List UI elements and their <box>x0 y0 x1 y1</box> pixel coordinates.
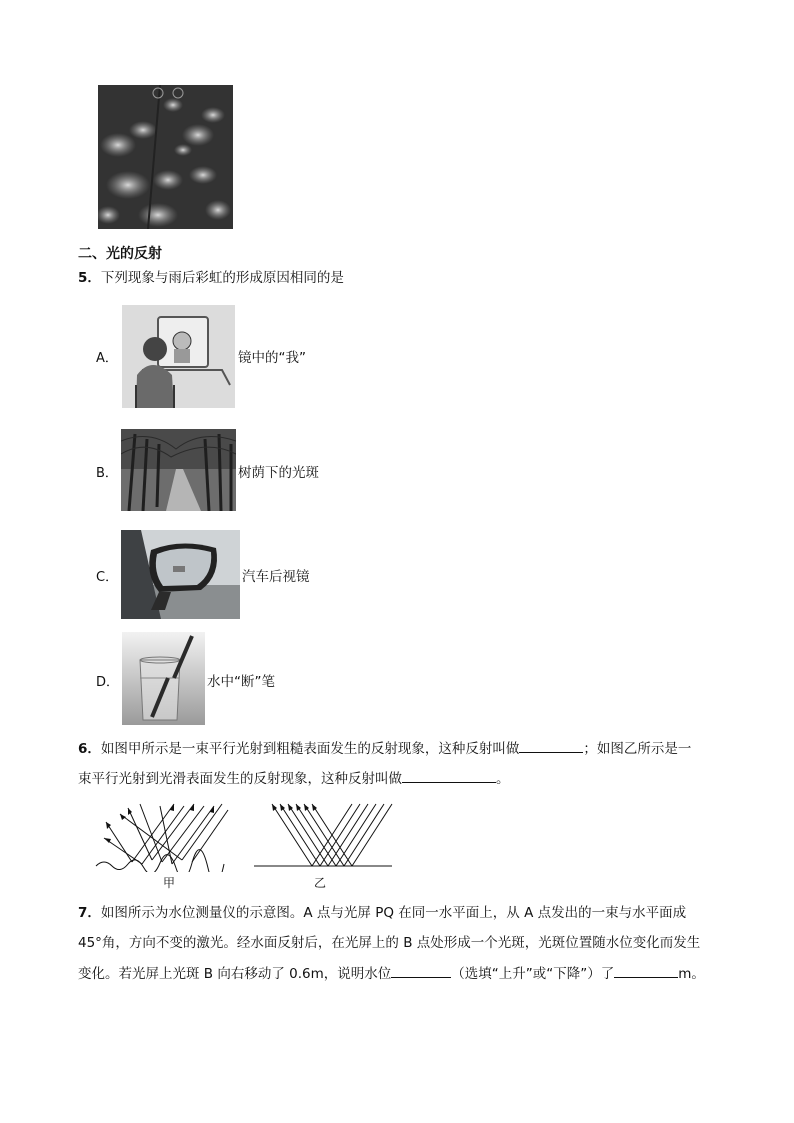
car-mirror-photo <box>121 530 240 619</box>
question-number: 5． <box>78 270 101 286</box>
option-letter-a: A． <box>96 351 118 366</box>
question-7-line-1: 7．如图所示为水位测量仪的示意图。A 点与光屏 PQ 在同一水平面上，从 A 点发出的一束与水平面成 <box>78 905 687 921</box>
diffuse-reflection-diagram <box>94 800 232 872</box>
section-title: 二、光的反射 <box>78 246 162 262</box>
figure-label-jia: 甲 <box>163 876 176 890</box>
question-number: 6． <box>78 741 101 757</box>
specular-reflection-diagram <box>252 800 394 872</box>
light-spots-photo <box>98 85 233 229</box>
answer-blank-4[interactable] <box>614 963 678 978</box>
option-label-b: 树荫下的光斑 <box>238 465 319 481</box>
option-label-a: 镜中的“我” <box>238 350 306 366</box>
option-letter-b: B． <box>96 466 118 481</box>
bent-pencil-photo <box>122 632 205 725</box>
question-6-line-1: 6．如图甲所示是一束平行光射到粗糙表面发生的反射现象，这种反射叫做 ；如图乙所示是一 <box>78 738 691 759</box>
answer-blank-2[interactable] <box>402 768 496 783</box>
option-letter-d: D． <box>96 675 120 690</box>
tree-shade-photo <box>121 429 236 511</box>
question-text: 下列现象与雨后彩虹的形成原因相同的是 <box>100 270 344 286</box>
question-5-stem <box>78 268 344 288</box>
answer-blank-1[interactable] <box>519 738 583 753</box>
option-label-c: 汽车后视镜 <box>242 569 310 585</box>
question-7-line-2: 45°角，方向不变的激光。经水面反射后，在光屏上的 B 点处形成一个光斑，光斑位置随水位变化而发生 <box>78 935 701 951</box>
question-number: 7． <box>78 905 101 921</box>
option-letter-c: C． <box>96 570 119 585</box>
answer-blank-3[interactable] <box>391 963 451 978</box>
question-6-line-2: 束平行光射到光滑表面发生的反射现象，这种反射叫做 。 <box>78 768 510 789</box>
figure-label-yi: 乙 <box>314 876 327 890</box>
option-label-d: 水中“断”笔 <box>207 674 275 690</box>
mirror-boy-photo <box>122 305 235 408</box>
question-7-line-3: 变化。若光屏上光斑 B 向右移动了 0.6m，说明水位 （选填“上升”或“下降”）了 m。 <box>78 963 705 984</box>
